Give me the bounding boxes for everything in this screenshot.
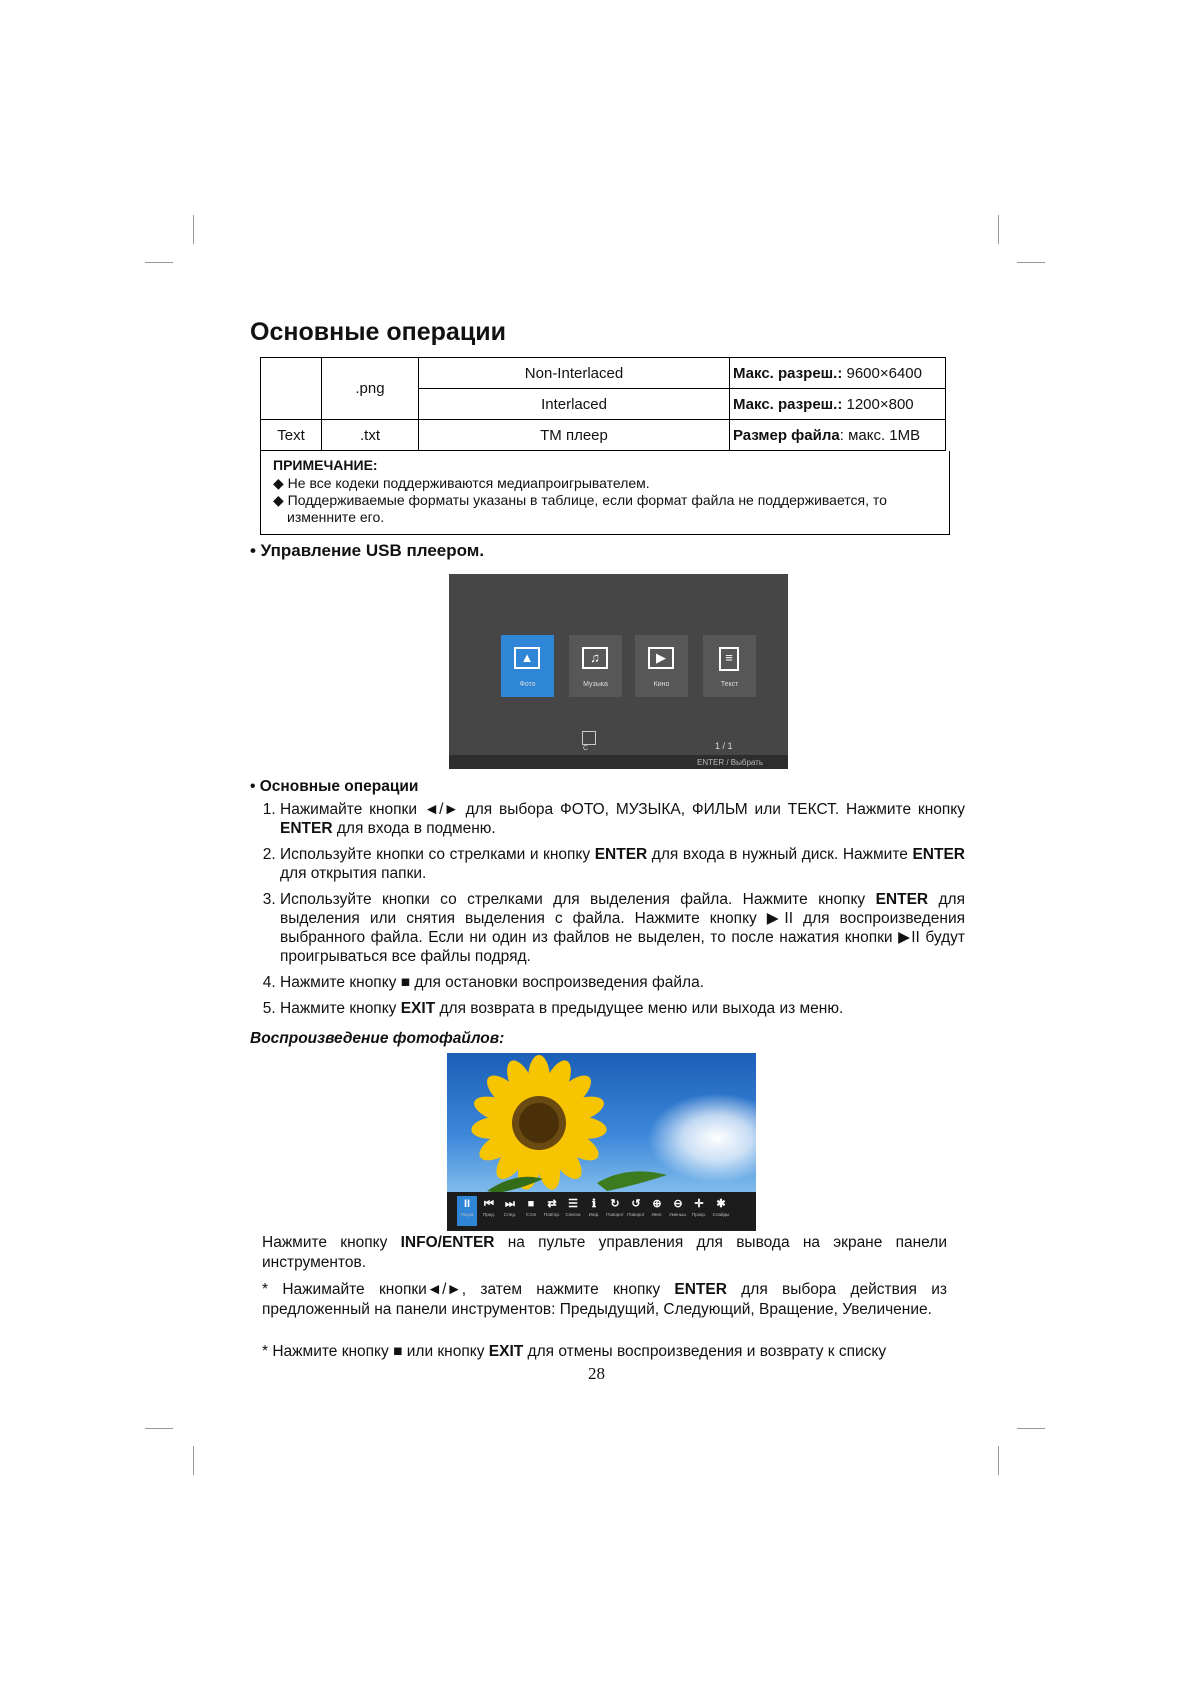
table-cell: Макс. разреш.: 9600×6400 <box>730 358 946 389</box>
tile-label: Фото <box>519 681 536 688</box>
crop-mark <box>1017 1428 1045 1429</box>
usb-drive-icon[interactable] <box>582 731 596 745</box>
section-heading-basic: • Основные операции <box>250 778 419 795</box>
crop-mark <box>193 1446 194 1475</box>
crop-mark <box>193 215 194 244</box>
table-cell: Interlaced <box>419 389 730 420</box>
rotate-ccw-button[interactable]: ↺ Поворот <box>627 1198 645 1217</box>
table-cell: Text <box>261 420 322 451</box>
table-cell: Макс. разреш.: 1200×800 <box>730 389 946 420</box>
note-item: ◆ Не все кодеки поддерживаются медиапроигрывателем. <box>273 475 650 491</box>
steps-list <box>262 800 965 1025</box>
crop-mark <box>998 1446 999 1475</box>
photo-viewer-screenshot <box>447 1053 756 1231</box>
document-icon: ≡ <box>719 647 739 671</box>
list-item: 5. Нажмите кнопку EXIT для возврата в предыдущее меню или выхода из меню. <box>280 999 965 1018</box>
next-button[interactable]: ⏭ След. <box>503 1198 517 1217</box>
table-row <box>261 420 946 451</box>
note-item: ◆ Поддерживаемые форматы указаны в таблице, если формат файла не поддерживается, то <box>273 492 887 508</box>
table-cell: .txt <box>322 420 419 451</box>
table-cell: TM плеер <box>419 420 730 451</box>
enter-select-hint: ENTER / Выбрать <box>697 758 764 767</box>
crop-mark <box>145 262 173 263</box>
menu-tile-text[interactable] <box>703 635 756 697</box>
slideshow-settings-button[interactable]: ✱ Слайды <box>712 1198 730 1217</box>
note-item: изменните его. <box>287 509 385 525</box>
page-number: 28 <box>588 1364 605 1383</box>
music-icon: ♫ <box>582 647 608 669</box>
paragraph-toolbar-nav: * Нажимайте кнопки◄/►, затем нажмите кнопку ENTER для выбора действия из предложенный на панели инструментов: Предыдущий, Следующий, Вращение, Увеличение. <box>262 1281 947 1318</box>
photo-icon: ▲ <box>514 647 540 669</box>
rotate-cw-button[interactable]: ↻ Поворот <box>606 1198 624 1217</box>
table-row <box>261 358 946 389</box>
tile-label: Текст <box>720 681 739 688</box>
list-item: 3. Используйте кнопки со стрелками для выделения файла. Нажмите кнопку ENTER для выделения или снятия выделения с файла. Нажмите кнопку ▶II для воспроизведения выбранного файла. Если ни один из файлов не выделен, то после нажатия кнопки ▶II будут проигрываться все файлы подряд. <box>280 890 965 966</box>
menu-tile-movie[interactable] <box>635 635 688 697</box>
page-indicator: 1 / 1 <box>715 741 733 751</box>
usb-player-menu-screenshot <box>449 574 788 769</box>
table-cell: Non-Interlaced <box>419 358 730 389</box>
list-item: 2. Используйте кнопки со стрелками и кнопку ENTER для входа в нужный диск. Нажмите ENTER для открытия папки. <box>280 845 965 883</box>
note-box <box>260 451 950 535</box>
note-title: ПРИМЕЧАНИЕ: <box>273 457 378 473</box>
photo-toolbar <box>447 1192 756 1231</box>
menu-tile-photo[interactable] <box>501 635 554 697</box>
page-title: Основные операции <box>250 318 506 346</box>
table-cell: Размер файла: макс. 1MB <box>730 420 946 451</box>
previous-button[interactable]: ⏮ Пред. <box>482 1198 496 1217</box>
info-button[interactable]: ℹ Инф. <box>588 1198 600 1217</box>
photo-playback-heading: Воспроизведение фотофайлов: <box>250 1030 505 1047</box>
menu-tile-music[interactable] <box>569 635 622 697</box>
drive-label: C <box>583 745 589 752</box>
playlist-button[interactable]: ☰ Список <box>565 1198 581 1217</box>
pan-button[interactable]: ✛ Прокр. <box>692 1198 706 1217</box>
table-cell: .png <box>322 358 419 420</box>
section-heading-usb: • Управление USB плеером. <box>250 541 485 560</box>
crop-mark <box>145 1428 173 1429</box>
zoom-in-button[interactable]: ⊕ Увел. <box>651 1198 663 1217</box>
crop-mark <box>1017 262 1045 263</box>
list-item: 1. Нажимайте кнопки ◄/► для выбора ФОТО, МУЗЫКА, ФИЛЬМ или ТЕКСТ. Нажмите кнопку ENTER для входа в подменю. <box>280 800 965 838</box>
format-spec-table <box>260 357 946 451</box>
table-cell <box>261 358 322 420</box>
zoom-out-button[interactable]: ⊖ Уменьш. <box>669 1198 687 1217</box>
tile-label: Кино <box>653 681 670 688</box>
repeat-button[interactable]: ⇄ Повтор. <box>543 1198 561 1217</box>
tile-label: Музыка <box>583 681 608 688</box>
paragraph-info-enter: Нажмите кнопку INFO/ENTER на пульте управления для вывода на экране панели инструментов. <box>262 1234 947 1271</box>
paragraph-exit: * Нажмите кнопку ■ или кнопку EXIT для отмены воспроизведения и возврату к списку <box>262 1343 887 1360</box>
pause-button[interactable]: II Пауза <box>457 1196 477 1226</box>
list-item: 4. Нажмите кнопку ■ для остановки воспроизведения файла. <box>280 973 965 992</box>
crop-mark <box>998 215 999 244</box>
stop-button[interactable]: ■ Стоп <box>525 1198 537 1217</box>
film-icon: ▶ <box>648 647 674 669</box>
